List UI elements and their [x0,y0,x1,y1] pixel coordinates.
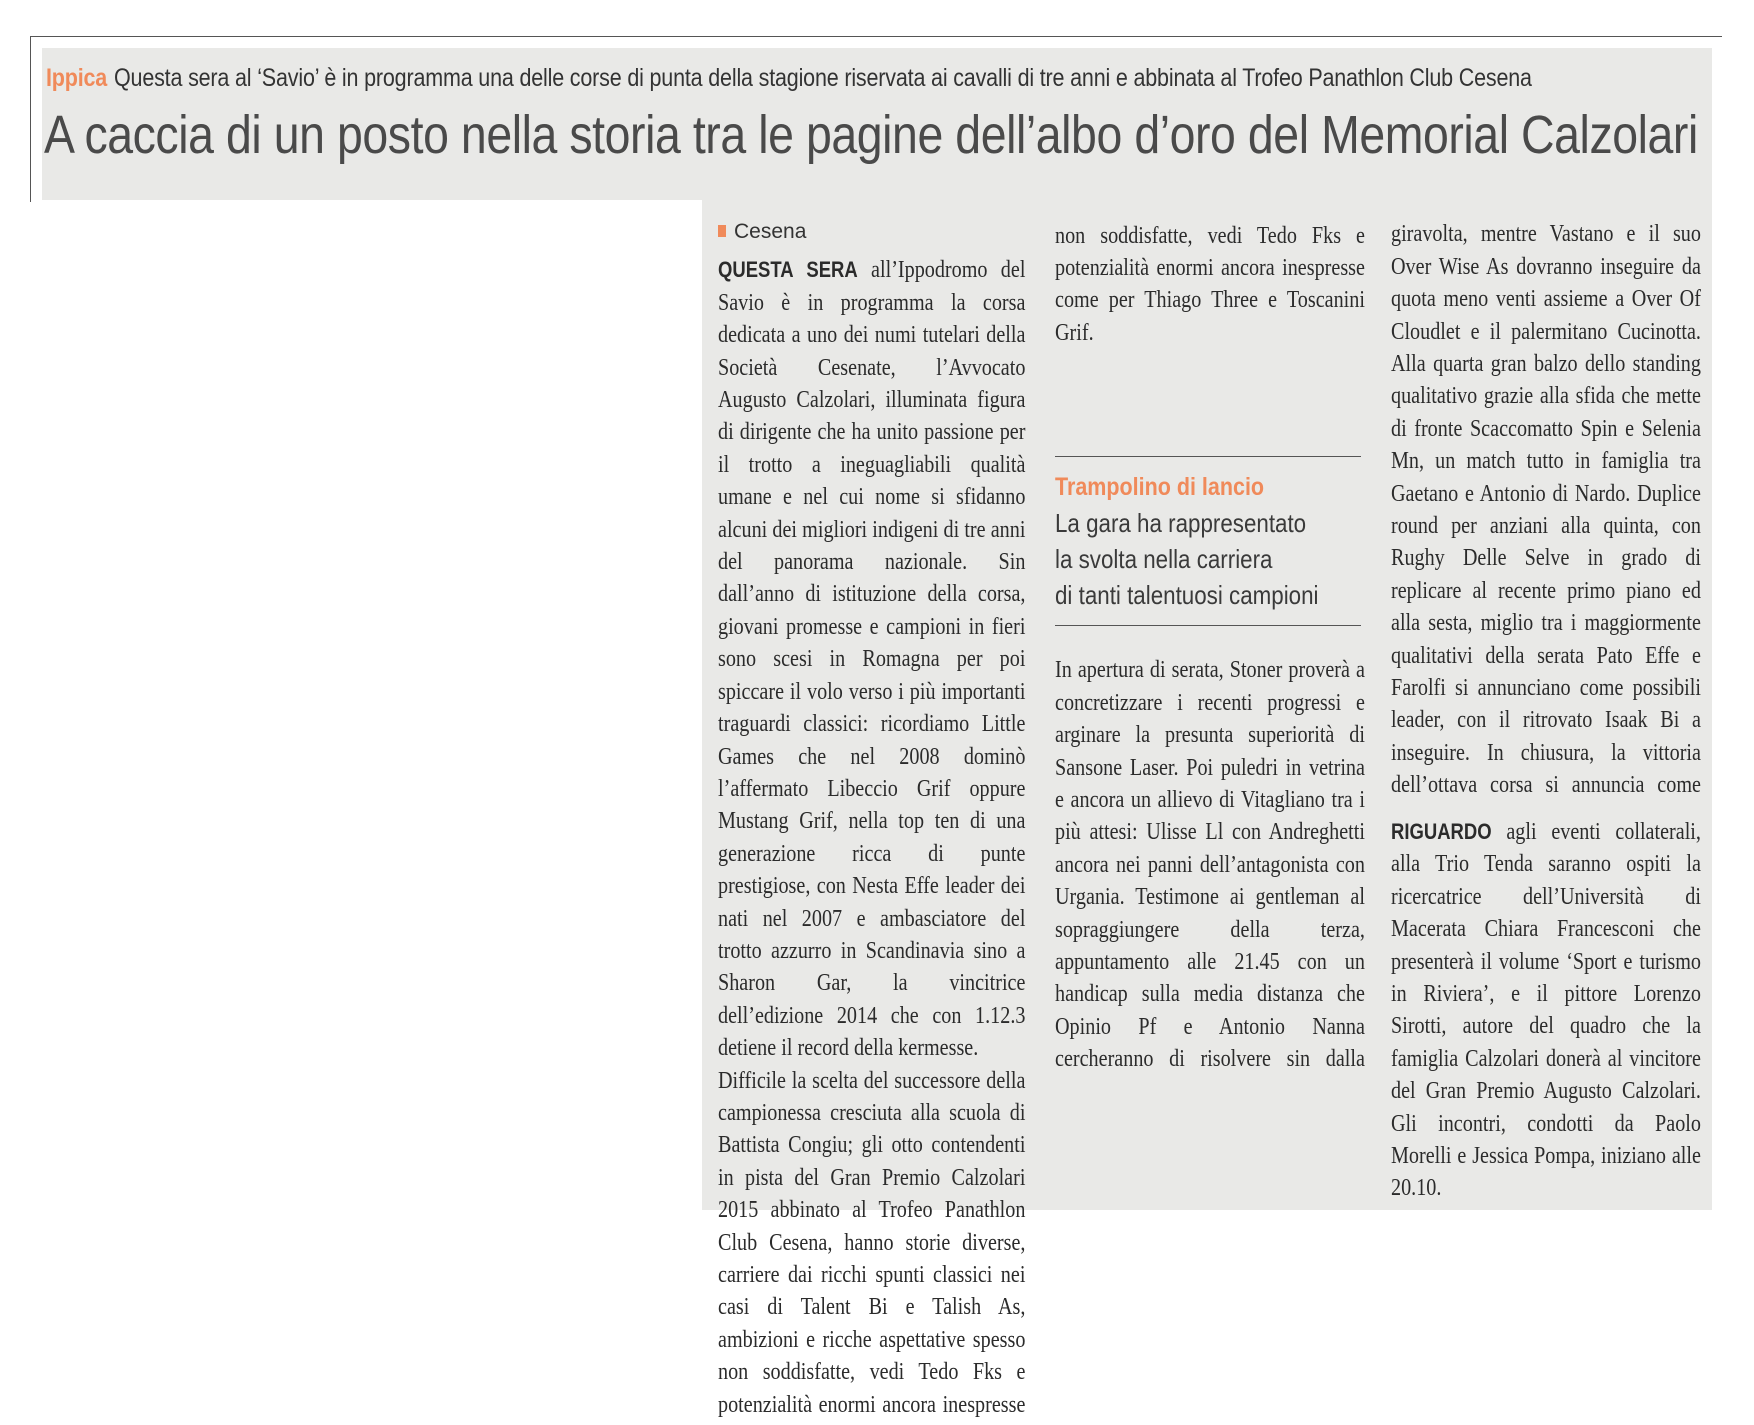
divider-bottom [1055,625,1361,626]
paragraph-3-text: In apertura di serata, Stoner proverà a concretizzare i recenti progressi e arginare la presunta superiorità di Sansone Laser. Poi puledri in vetrina e ancora un allievo di Vitagliano tra i più attesi: Ulisse Ll con Andreghetti ancora nei panni dell’antagonista con Urgania. Testimone ai gentleman al sopraggiungere della terza, appuntamento alle 21.45 con un handicap sulla media distanza che Opinio Pf e Antonio Nanna cercheranno di risolvere sin dalla [1055,657,1365,1073]
column-1 [718,216,1026,1425]
paragraph-1 [718,254,1025,1064]
dateline-text: Cesena [734,220,807,243]
lead-in-2: RIGUARDO [1391,819,1492,844]
crop-border-left [30,36,31,202]
paragraph-3-continued [1391,218,1701,802]
paragraph-2-continued [1055,220,1365,448]
paragraph-4-text: agli eventi collaterali, alla Trio Tenda saranno ospiti la ricercatrice dell’Università di Macerata Chiara Francesconi che presenterà il volume ‘Sport e turismo in Riviera’, e il pittore Lorenzo Sirotti, autore del quadro che la famiglia Calzolari donerà al vincitore del Gran Premio Augusto Calzolari. Gli incontri, condotti da Paolo Morelli e Jessica Pompa, iniziano alle 20.10. [1391,819,1701,1202]
section-label: Ippica [46,64,108,92]
paragraph-3-continued-text: giravolta, mentre Vastano e il suo Over Wise As dovranno inseguire da quota meno venti assieme a Over Of Cloudlet e il palermitano Cucinotta. Alla quarta gran balzo dello standing qualitativo grazie alla sfida che mette di fronte Scaccomatto Spin e Selenia Mn, un match tutto in famiglia tra Gaetano e Antonio di Nardo. Duplice round per anziani alla quinta, con Rughy Delle Selve in grado di replicare al recente primo piano ed alla sesta, miglio tra i maggiormente qualitativi della serata Pato Effe e Farolfi si annunciano come possibili leader, con il ritrovato Isaak Bi a inseguire. In chiusura, la vittoria dell’ottava corsa si annuncia come [1391,221,1701,799]
headline: A caccia di un posto nella storia tra le pagine dell’albo d’oro del Memorial Calzolari [44,105,1698,165]
paragraph-3 [1055,654,1365,1078]
paragraph-2: Difficile la scelta del successore della campionessa cresciuta alla scuola di Battista Congiu; gli otto contendenti in pista del Gran Premio Calzolari 2015 abbinato al Trofeo Panathlon Club Cesena, hanno storie diverse, carriere dai ricchi spunti classici nei casi di Talent Bi e Talish As, ambizioni e ricche aspettative spesso non soddisfatte, vedi Tedo Fks e potenzialità enormi ancora inespresse [718,1067,1026,1418]
dateline-bullet-icon [718,225,726,237]
kicker-text: Questa sera al ‘Savio’ è in programma una delle corse di punta della stagione riservata ai cavalli di tre anni e abbinata al Trofeo Panathlon Club Cesena [113,64,1532,92]
lead-in: QUESTA SERA [718,257,858,283]
crop-border-top [30,36,1722,37]
paragraph-4 [1391,816,1701,1205]
box-line: di tanti talentuosi campioni [1055,580,1319,611]
divider-top [1055,456,1361,457]
dateline [718,216,1026,248]
paragraph-1-text: all’Ippodromo del Savio è in programma la corsa dedicata a uno dei numi tutelari della Società Cesenate, l’Avvocato Augusto Calzolari, illuminata figura di dirigente che ha unito passione per il trotto a ineguagliabili qualità umane e nel cui nome si sfidanno alcuni dei migliori indigeni di tre anni del panorama nazionale. Sin dall’anno di istituzione della corsa, giovani promesse e campioni in fieri sono scesi in Romagna per poi spiccare il volo verso i più importanti traguardi classici: ricordiamo Little Games che nel 2008 dominò l’affermato Libeccio Grif oppure Mustang Grif, nella top ten di una generazione ricca di punte prestigiose, con Nesta Effe leader dei nati nel 2007 e ambasciatore del trotto azzurro in Scandinavia sino a Sharon Gar, la vincitrice dell’edizione 2014 che con 1.12.3 detiene il record della kermesse. [718,257,1026,1062]
box-text [1055,505,1365,613]
column-3 [1391,218,1701,1205]
kicker [46,64,1532,93]
column-2 [1055,220,1365,1078]
box-line: la svolta nella carriera [1055,544,1273,575]
box-line: La gara ha rappresentato [1055,508,1307,539]
paragraph-2-continued-text: non soddisfatte, vedi Tedo Fks e potenzialità enormi ancora inespresse come per Thiago Three e Toscanini Grif. [1055,222,1365,346]
box-label: Trampolino di lancio [1055,473,1265,501]
